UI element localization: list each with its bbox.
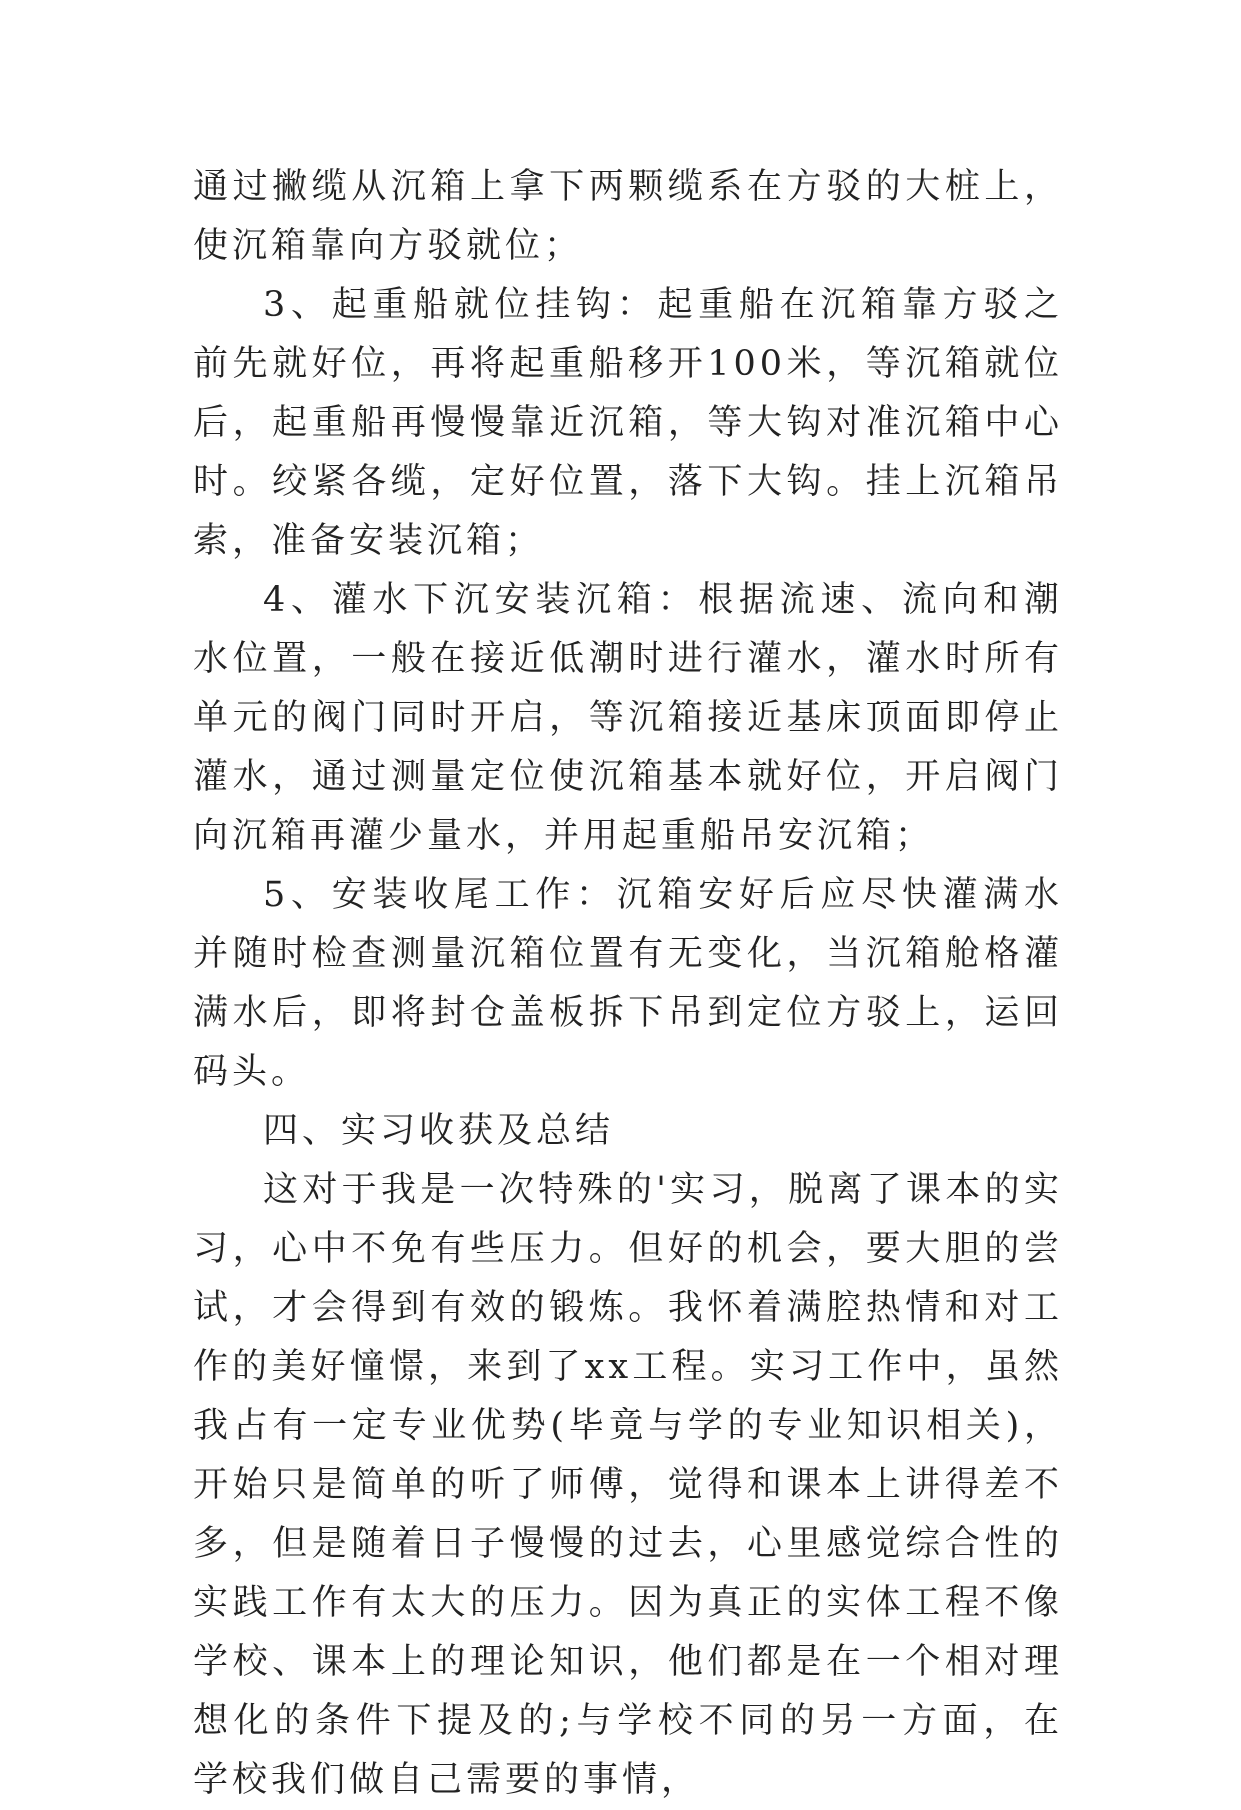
document-body [193, 158, 1063, 1810]
paragraph-continuation: 通过撇缆从沉箱上拿下两颗缆系在方驳的大桩上，使沉箱靠向方驳就位； [193, 167, 1063, 266]
paragraph-summary: 这对于我是一次特殊的'实习，脱离了课本的实习，心中不免有些压力。但好的机会，要大胆的尝试，才会得到有效的锻炼。我怀着满腔热情和对工作的美好憧憬，来到了xx工程。实习工作中，虽然我占有一定专业优势(毕竟与学的专业知识相关)，开始只是简单的听了师傅，觉得和课本上讲得差不多，但是随着日子慢慢的过去，心里感觉综合性的实践工作有太大的压力。因为真正的实体工程不像学校、课本上的理论知识，他们都是在一个相对理想化的条件下提及的;与学校不同的另一方面，在学校我们做自己需要的事情， [193, 1170, 1063, 1800]
paragraph-step-4: 4、灌水下沉安装沉箱：根据流速、流向和潮水位置，一般在接近低潮时进行灌水，灌水时所有单元的阀门同时开启，等沉箱接近基床顶面即停止灌水，通过测量定位使沉箱基本就好位，开启阀门向沉箱再灌少量水，并用起重船吊安沉箱； [193, 580, 1063, 856]
paragraph-step-3: 3、起重船就位挂钩：起重船在沉箱靠方驳之前先就好位，再将起重船移开100米，等沉箱就位后，起重船再慢慢靠近沉箱，等大钩对准沉箱中心时。绞紧各缆，定好位置，落下大钩。挂上沉箱吊索，准备安装沉箱； [193, 285, 1063, 561]
paragraph-step-5: 5、安装收尾工作：沉箱安好后应尽快灌满水并随时检查测量沉箱位置有无变化，当沉箱舱格灌满水后，即将封仓盖板拆下吊到定位方驳上，运回码头。 [193, 875, 1063, 1092]
section-heading: 四、实习收获及总结 [263, 1111, 615, 1151]
